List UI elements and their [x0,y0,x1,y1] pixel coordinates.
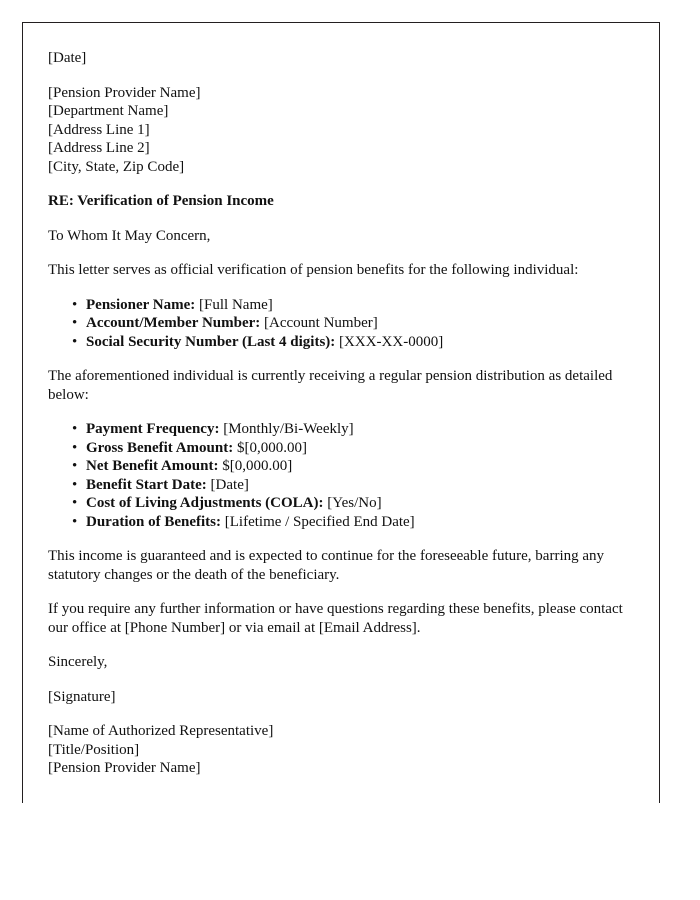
recipient-line: [Address Line 2] [48,140,150,156]
recipient-line: [Address Line 1] [48,121,150,138]
guarantee-paragraph: This income is guaranteed and is expected to continue for the foreseeable future, barring any statutory changes or the death of the beneficiary. [48,548,605,583]
list-item [86,494,626,513]
signature-line: [Title/Position] [48,741,140,758]
detail-value: [Lifetime / Specified End Date] [224,513,415,530]
detail-label: Net Benefit Amount: [86,458,219,474]
contact-paragraph: If you require any further information or have questions regarding these benefits, please contact our office at [Phone Number] or via email at [Email Address]. [48,601,623,636]
list-item [86,296,626,315]
detail-value: [Account Number] [264,315,378,331]
detail-value: [Full Name] [199,296,273,313]
letter-body [23,23,659,778]
detail-label: Pensioner Name: [86,296,196,313]
distribution-paragraph: The aforementioned individual is currently receiving a regular pension distribution as detailed below: [48,368,613,403]
detail-label: Account/Member Number: [86,315,261,331]
list-item [86,333,626,352]
list-item [86,314,626,333]
detail-value: [Date] [210,476,249,493]
signature-block [48,722,626,778]
list-item [86,513,626,532]
detail-label: Payment Frequency: [86,421,220,437]
date-line: [Date] [48,50,87,66]
recipient-line: [Department Name] [48,103,169,119]
detail-value: $[0,000.00] [222,458,293,474]
list-item [86,439,626,458]
detail-value: [Monthly/Bi-Weekly] [223,421,354,437]
detail-label: Benefit Start Date: [86,476,207,493]
detail-value: $[0,000.00] [236,439,307,456]
date-block [48,49,626,68]
closing-salutation: Sincerely, [48,654,108,670]
signature-line: [Name of Authorized Representative] [48,723,274,739]
detail-value: [Yes/No] [327,495,382,511]
signature-placeholder: [Signature] [48,688,116,705]
letter-page [22,22,660,803]
subject-line: RE: Verification of Pension Income [48,193,274,209]
individual-details-list [48,296,626,352]
recipient-line: [City, State, Zip Code] [48,158,185,175]
list-item [86,476,626,495]
detail-value: [XXX-XX-0000] [339,333,444,350]
detail-label: Duration of Benefits: [86,513,221,530]
detail-label: Cost of Living Adjustments (COLA): [86,495,324,511]
list-item [86,420,626,439]
detail-label: Social Security Number (Last 4 digits): [86,333,336,350]
recipient-line: [Pension Provider Name] [48,84,201,101]
salutation: To Whom It May Concern, [48,227,211,244]
detail-label: Gross Benefit Amount: [86,439,234,456]
recipient-address-block [48,84,626,177]
signature-line: [Pension Provider Name] [48,760,201,776]
benefit-details-list [48,420,626,531]
list-item [86,457,626,476]
intro-paragraph: This letter serves as official verification of pension benefits for the following individual: [48,262,579,278]
